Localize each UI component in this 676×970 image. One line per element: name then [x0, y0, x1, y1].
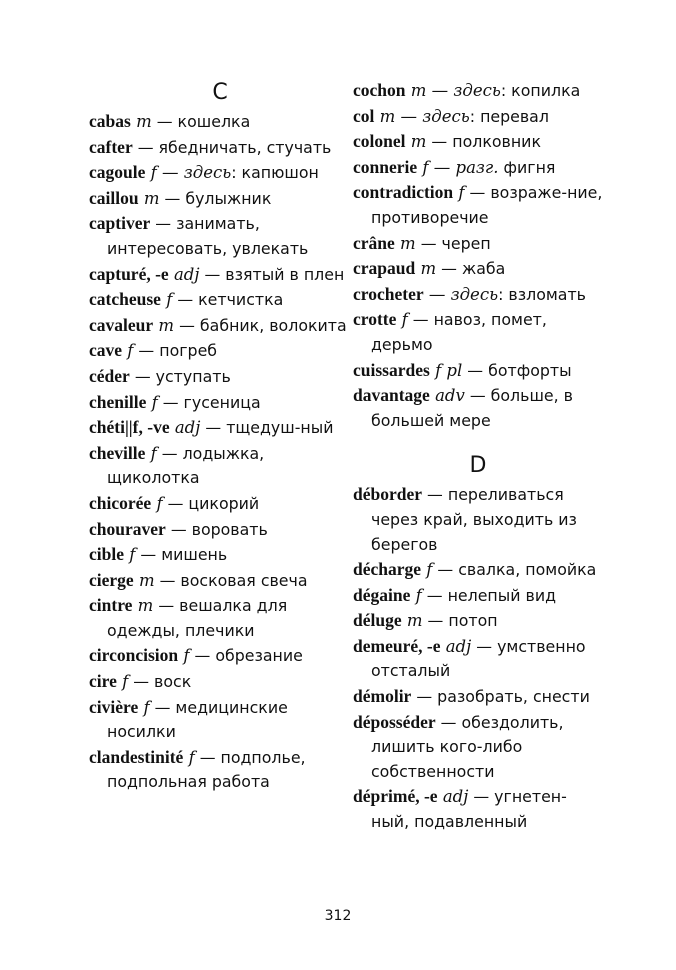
headword: céder	[89, 365, 130, 386]
headword: dégaine	[353, 584, 411, 605]
grammar-label: f	[156, 493, 163, 513]
headword: davantage	[353, 385, 430, 406]
section-letter: D	[469, 453, 487, 479]
definition: — череп	[415, 233, 491, 253]
dictionary-entry	[89, 186, 351, 212]
definition: — занимать, интересовать, увлекать	[107, 214, 309, 258]
headword: démolir	[353, 686, 412, 707]
dictionary-entry	[89, 109, 351, 135]
dictionary-entry	[353, 383, 603, 433]
definition: — булыжник	[159, 188, 272, 208]
section-letter: C	[212, 80, 228, 105]
headword: décharge	[353, 559, 422, 580]
headword: cochon	[353, 80, 406, 100]
definition: — медицинские носилки	[107, 697, 288, 742]
dictionary-entry	[89, 160, 351, 186]
headword: chouraver	[89, 518, 166, 539]
dictionary-entry	[353, 231, 603, 257]
definition: — кошелка	[151, 112, 251, 131]
dictionary-entry	[353, 78, 603, 104]
grammar-label: f	[166, 290, 173, 310]
dictionary-entry	[89, 643, 351, 669]
headword: déposséder	[353, 711, 436, 732]
definition: — ябедничать, стучать	[132, 137, 332, 157]
headword: cintre	[89, 595, 133, 616]
headword: cabas	[89, 111, 131, 131]
headword: cave	[89, 340, 123, 361]
headword: civière	[89, 696, 139, 717]
grammar-label: f	[151, 392, 158, 412]
headword: déluge	[353, 610, 402, 631]
definition: : копилка	[500, 81, 581, 100]
dictionary-entry	[353, 608, 603, 634]
dictionary-entry	[89, 669, 351, 695]
headword: chicorée	[89, 492, 152, 513]
definition: — обрезание	[189, 646, 303, 666]
headword: cible	[89, 544, 124, 565]
grammar-label: m	[158, 315, 175, 335]
headword: colonel	[353, 131, 406, 152]
grammar-label: f	[188, 747, 195, 767]
entry-list	[353, 78, 603, 433]
grammar-label: m	[136, 112, 152, 131]
headword: déprimé, -e	[353, 786, 438, 807]
headword: demeuré, -e	[353, 635, 441, 656]
grammar-label: f	[415, 585, 422, 605]
dictionary-entry	[353, 155, 603, 181]
dictionary-entry	[353, 129, 603, 155]
headword: connerie	[353, 156, 418, 177]
page-number: 312	[324, 908, 352, 924]
dictionary-entry	[89, 211, 351, 261]
headword: crâne	[353, 232, 395, 253]
headword: cire	[89, 671, 117, 692]
headword: crapaud	[353, 258, 416, 279]
definition: : перевал	[469, 106, 549, 126]
dictionary-entry	[89, 287, 351, 313]
dictionary-entry	[353, 282, 603, 308]
dictionary-entry	[353, 784, 603, 834]
definition: — кетчистка	[172, 290, 284, 310]
definition: — воск	[128, 672, 192, 692]
grammar-label: m	[137, 596, 154, 616]
headword: cafter	[89, 136, 133, 157]
headword: cuissardes	[353, 359, 430, 380]
dictionary-entry	[353, 180, 603, 230]
headword: col	[353, 105, 375, 126]
dictionary-entry	[353, 256, 603, 282]
definition: — цикорий	[162, 493, 260, 513]
grammar-label: f	[127, 341, 134, 361]
grammar-label: m	[138, 570, 155, 590]
definition: — потоп	[422, 611, 498, 631]
grammar-label: m	[143, 188, 160, 208]
entry-list	[89, 109, 351, 795]
right-column	[353, 78, 603, 835]
definition: — гусеница	[157, 392, 261, 412]
definition: : капюшон	[231, 163, 319, 183]
grammar-label: f pl	[435, 360, 463, 380]
headword: circoncision	[89, 645, 179, 666]
headword: clandestinité	[89, 746, 184, 767]
dictionary-entry	[353, 557, 603, 583]
dictionary-entry	[89, 364, 351, 390]
dictionary-entry	[353, 684, 603, 710]
dictionary-entry	[89, 135, 351, 161]
definition: — обездолить, лишить кого-либо собственности	[371, 712, 564, 781]
grammar-label: m	[420, 259, 437, 279]
grammar-label: adj	[445, 636, 472, 656]
grammar-label: m — здесь	[379, 106, 470, 126]
grammar-label: f	[129, 545, 136, 565]
grammar-label: m	[400, 233, 416, 253]
dictionary-entry	[353, 482, 603, 557]
headword: crocheter	[353, 283, 424, 304]
dictionary-entry	[89, 745, 351, 795]
headword: caillou	[89, 187, 139, 208]
entry-list	[353, 482, 603, 834]
dictionary-entry	[89, 517, 351, 543]
dictionary-entry	[89, 568, 351, 594]
definition: — угнетен-ный, подавленный	[371, 787, 567, 832]
headword: capturé, -e	[89, 263, 169, 284]
definition: — воровать	[165, 519, 268, 539]
headword: cheville	[89, 442, 146, 463]
grammar-label: adj	[442, 787, 469, 807]
definition: — взятый в плен	[199, 264, 345, 284]
grammar-label: f	[122, 672, 129, 692]
grammar-label: f	[458, 183, 465, 203]
definition: : взломать	[498, 284, 586, 304]
definition: — бабник, волокита	[174, 315, 347, 335]
definition: — переливаться через край, выходить из берегов	[371, 485, 577, 554]
definition: — нелепый вид	[421, 585, 557, 605]
headword: contradiction	[353, 182, 454, 203]
grammar-label: f	[150, 443, 157, 463]
dictionary-entry	[353, 307, 603, 357]
definition: — полковник	[426, 132, 541, 152]
headword: catcheuse	[89, 289, 161, 310]
grammar-label: adj	[174, 418, 201, 438]
grammar-label: adv	[435, 386, 465, 406]
grammar-label: adj	[173, 264, 200, 284]
definition: — лодыжка, щиколотка	[107, 443, 265, 488]
grammar-label: m — здесь	[410, 81, 501, 100]
definition: — умственно отсталый	[371, 636, 586, 681]
grammar-label: f — здесь	[150, 163, 232, 183]
left-column	[89, 78, 351, 795]
definition: — восковая свеча	[154, 570, 308, 590]
definition: — ботфорты	[462, 360, 572, 380]
dictionary-entry	[353, 358, 603, 384]
definition: — подполье, подпольная работа	[107, 747, 306, 792]
dictionary-entry	[353, 710, 603, 785]
dictionary-entry	[89, 262, 351, 288]
grammar-label: — здесь	[428, 284, 499, 304]
grammar-label: m	[406, 611, 423, 631]
definition: — жаба	[436, 259, 506, 279]
definition: — возраже-ние, противоречие	[371, 183, 603, 227]
headword: chéti||f, -ve	[89, 417, 170, 438]
dictionary-entry	[353, 634, 603, 684]
headword: chenille	[89, 391, 147, 412]
grammar-label: f — разг.	[422, 157, 499, 177]
definition: — больше, в большей мере	[371, 386, 573, 430]
dictionary-entry	[89, 542, 351, 568]
headword: crotte	[353, 309, 397, 330]
headword: déborder	[353, 484, 423, 505]
definition: — навоз, помет, дерьмо	[371, 310, 547, 354]
dictionary-entry	[353, 583, 603, 609]
headword: cierge	[89, 569, 134, 590]
definition: — тщедуш-ный	[200, 418, 334, 438]
headword: captiver	[89, 213, 151, 234]
dictionary-entry	[89, 593, 351, 643]
dictionary-entry	[89, 441, 351, 491]
headword: cavaleur	[89, 314, 154, 335]
grammar-label: f	[426, 560, 433, 580]
dictionary-entry	[353, 104, 603, 130]
definition: — вешалка для одежды, плечики	[107, 596, 288, 640]
dictionary-entry	[89, 415, 351, 441]
grammar-label: m	[410, 132, 427, 152]
definition: — свалка, помойка	[432, 560, 597, 580]
grammar-label: f	[401, 310, 408, 330]
dictionary-entry	[89, 313, 351, 339]
grammar-label: f	[143, 697, 150, 717]
definition: — погреб	[133, 341, 218, 361]
headword: cagoule	[89, 162, 146, 183]
definition: фигня	[498, 157, 556, 177]
dictionary-entry	[89, 338, 351, 364]
grammar-label: f	[183, 646, 190, 666]
definition: — мишень	[135, 545, 228, 565]
definition: — разобрать, снести	[411, 687, 590, 707]
dictionary-entry	[89, 695, 351, 745]
dictionary-entry	[89, 491, 351, 517]
definition: — уступать	[129, 366, 231, 386]
dictionary-entry	[89, 390, 351, 416]
